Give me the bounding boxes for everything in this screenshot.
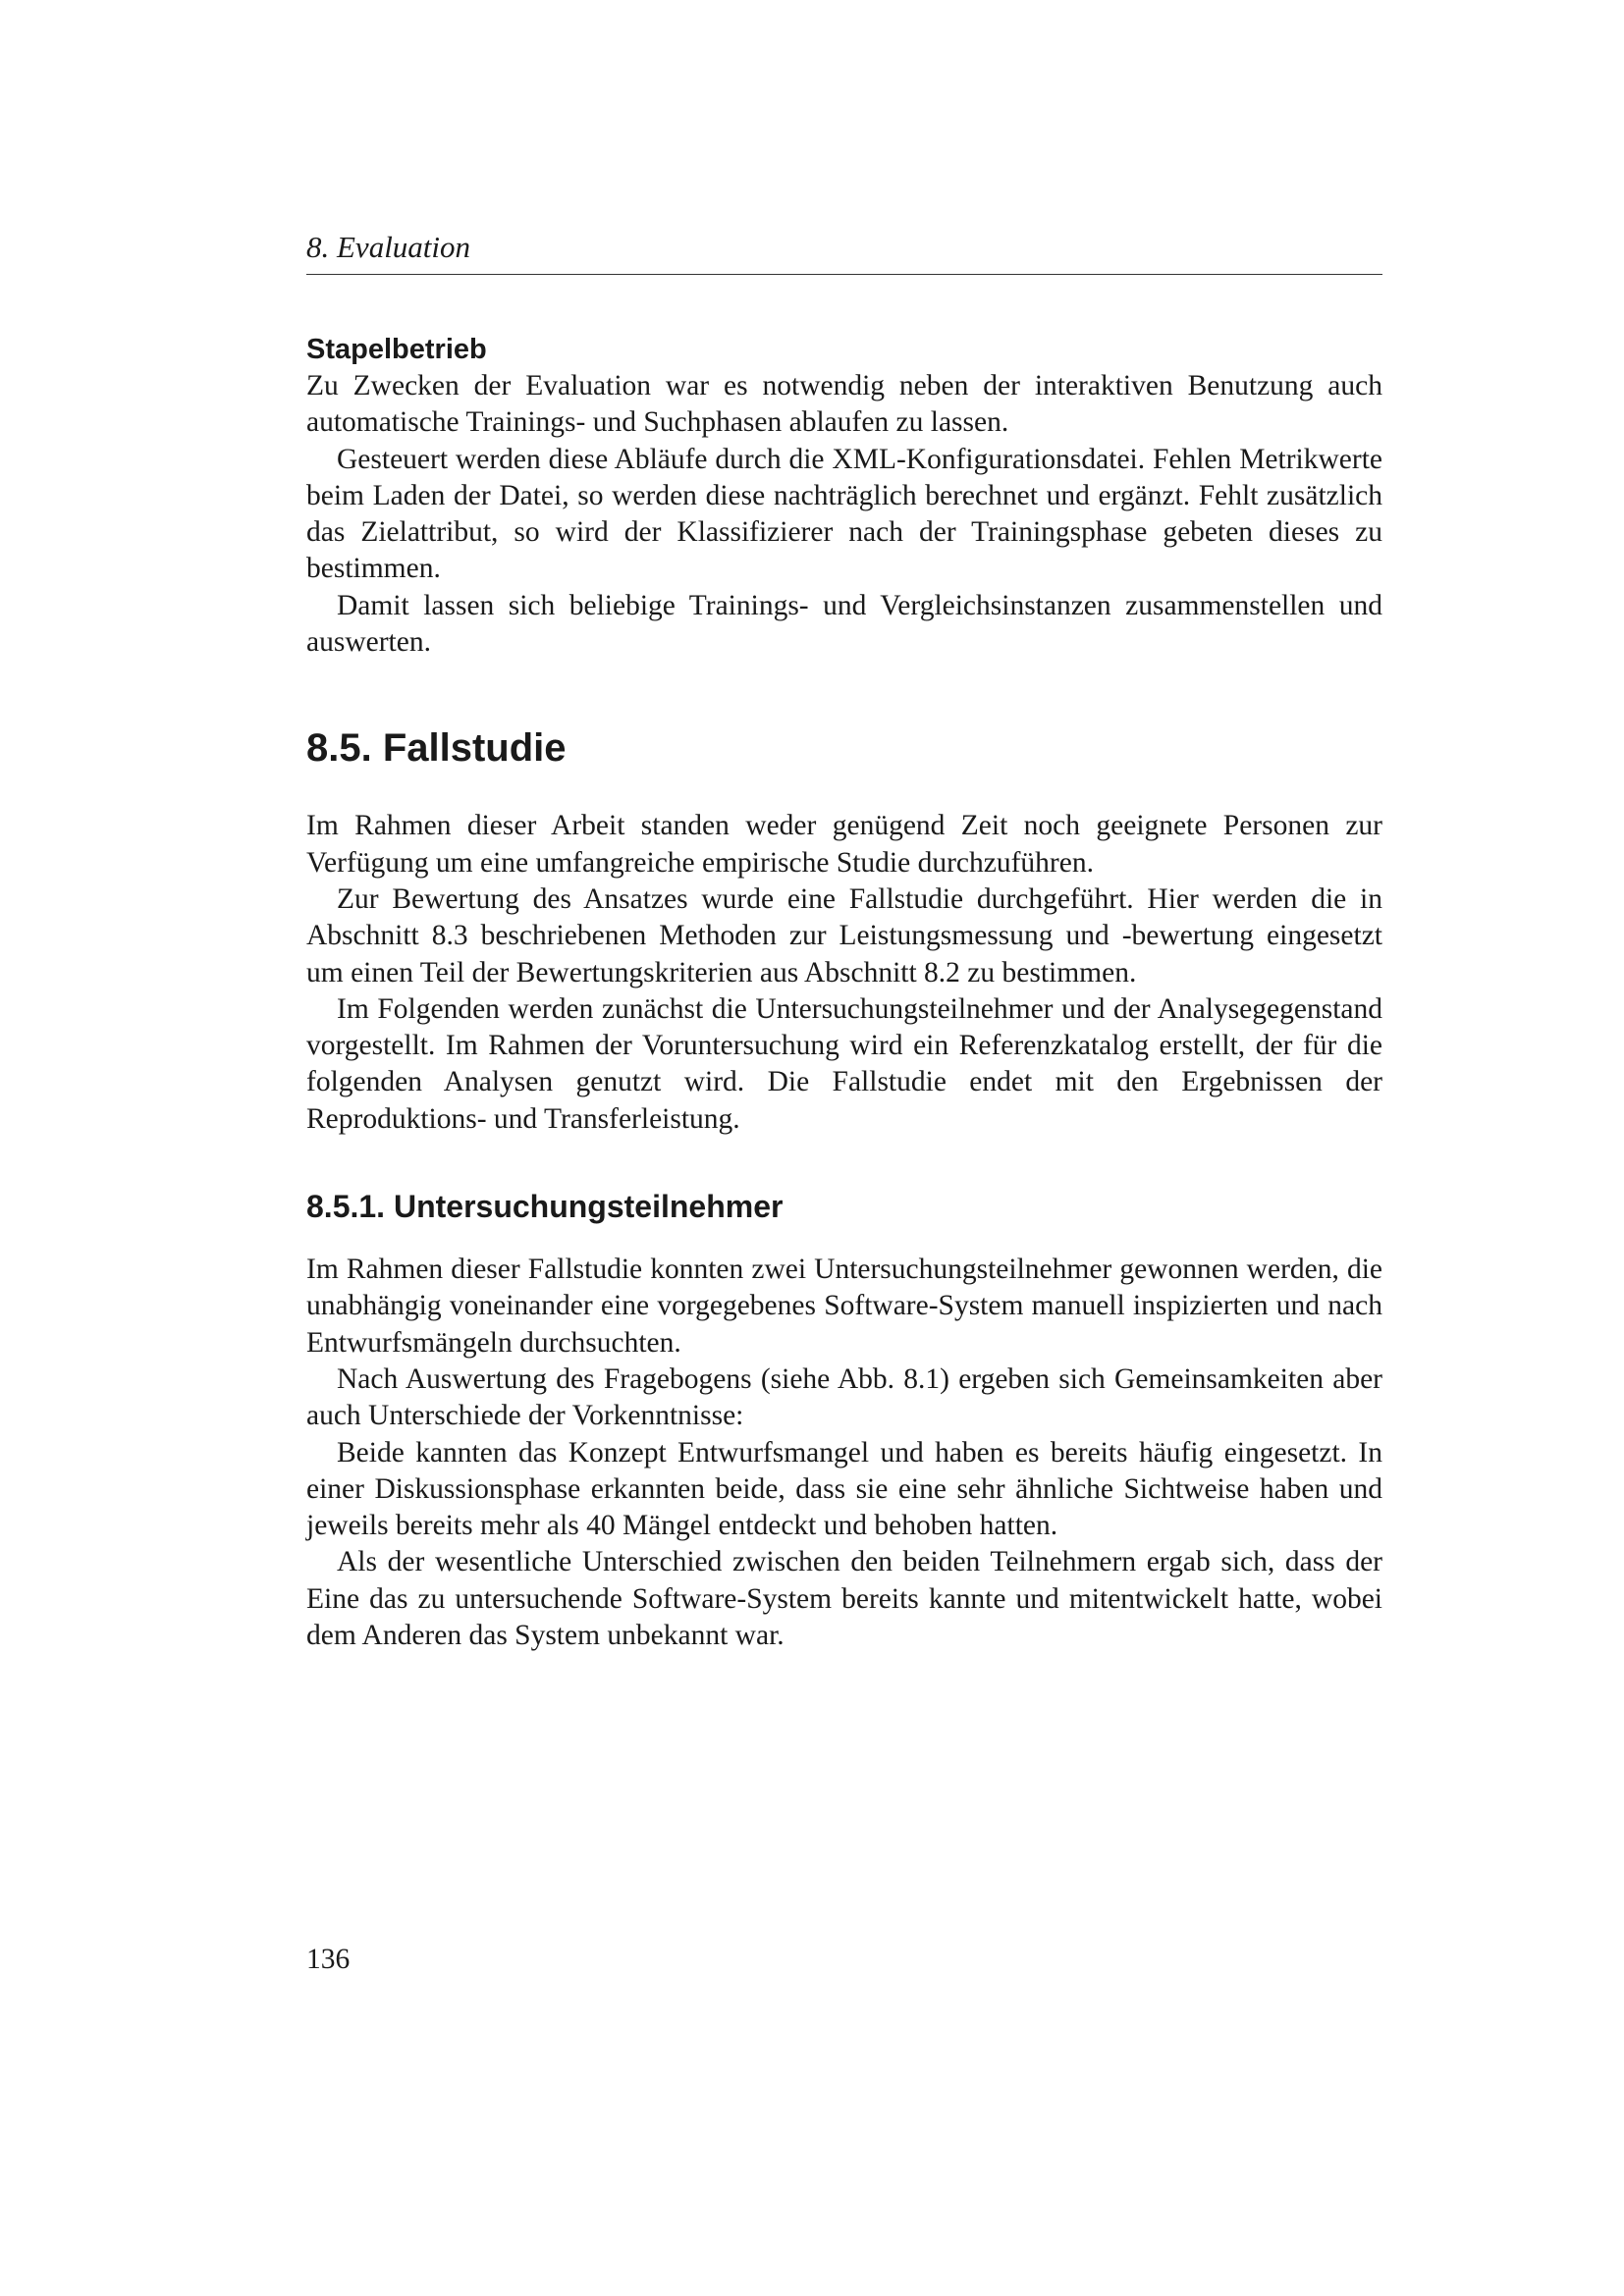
stapelbetrieb-paragraph-3: Damit lassen sich beliebige Trainings- und Vergleichsinstanzen zusammenstellen und auswerten. <box>306 589 1382 659</box>
teilnehmer-paragraph-4: Als der wesentliche Unterschied zwischen den beiden Teilnehmern ergab sich, dass der Eine das zu untersuchende Software-System bereits kannte und mitentwickelt hatte, wobei dem Anderen das System unbekannt war. <box>306 1546 1382 1652</box>
fallstudie-paragraph-3: Im Folgenden werden zunächst die Untersuchungsteilnehmer und der Analysegegenstand vorgestellt. Im Rahmen der Voruntersuchung wird ein Referenzkatalog erstellt, der für die folgenden Analysen genutzt wird. Die Fallstudie endet mit den Ergebnissen der Reproduktions- und Transferleistung. <box>306 992 1382 1135</box>
section-heading-fallstudie: 8.5. Fallstudie <box>306 726 567 771</box>
subsection-heading-untersuchungsteilnehmer: 8.5.1. Untersuchungsteilnehmer <box>306 1189 784 1225</box>
header-rule <box>306 274 1382 275</box>
paragraph-heading-stapelbetrieb: Stapelbetrieb <box>306 334 487 365</box>
stapelbetrieb-paragraph-2: Gesteuert werden diese Abläufe durch die XML-Konfigurationsdatei. Fehlen Metrikwerte beim Laden der Datei, so werden diese nachträglich berechnet und ergänzt. Fehlt zusätzlich das Zielattribut, so wird der Klassifizierer nach der Trainingsphase gebeten dieses zu bestimmen. <box>306 443 1382 585</box>
teilnehmer-paragraph-1: Im Rahmen dieser Fallstudie konnten zwei Untersuchungsteilnehmer gewonnen werden, die unabhängig voneinander eine vorgegebenes Software-System manuell inspizierten und nach Entwurfsmängeln durchsuchten. <box>306 1254 1382 1359</box>
running-header: 8. Evaluation <box>306 230 471 264</box>
document-page <box>306 0 1382 2296</box>
fallstudie-paragraph-2: Zur Bewertung des Ansatzes wurde eine Fallstudie durchgeführt. Hier werden die in Abschnitt 8.3 beschriebenen Methoden zur Leistungsmessung und -bewertung eingesetzt um einen Teil der Bewertungskriterien aus Abschnitt 8.2 zu bestimmen. <box>306 882 1382 988</box>
fallstudie-paragraph-1: Im Rahmen dieser Arbeit standen weder genügend Zeit noch geeignete Personen zur Verfügung um eine umfangreiche empirische Studie durchzuführen. <box>306 810 1382 879</box>
teilnehmer-paragraph-2: Nach Auswertung des Fragebogens (siehe Abb. 8.1) ergeben sich Gemeinsamkeiten aber auch Unterschiede der Vorkenntnisse: <box>306 1362 1382 1432</box>
page-content <box>306 332 1382 1654</box>
teilnehmer-paragraph-3: Beide kannten das Konzept Entwurfsmangel und haben es bereits häufig eingesetzt. In einer Diskussionsphase erkannten beide, dass sie eine sehr ähnliche Sichtweise haben und jeweils bereits mehr als 40 Mängel entdeckt und behoben hatten. <box>306 1436 1382 1542</box>
stapelbetrieb-paragraph-1: Zu Zwecken der Evaluation war es notwendig neben der interaktiven Benutzung auch automatische Trainings- und Suchphasen ablaufen zu lassen. <box>306 370 1382 439</box>
page-number: 136 <box>306 1944 351 1975</box>
